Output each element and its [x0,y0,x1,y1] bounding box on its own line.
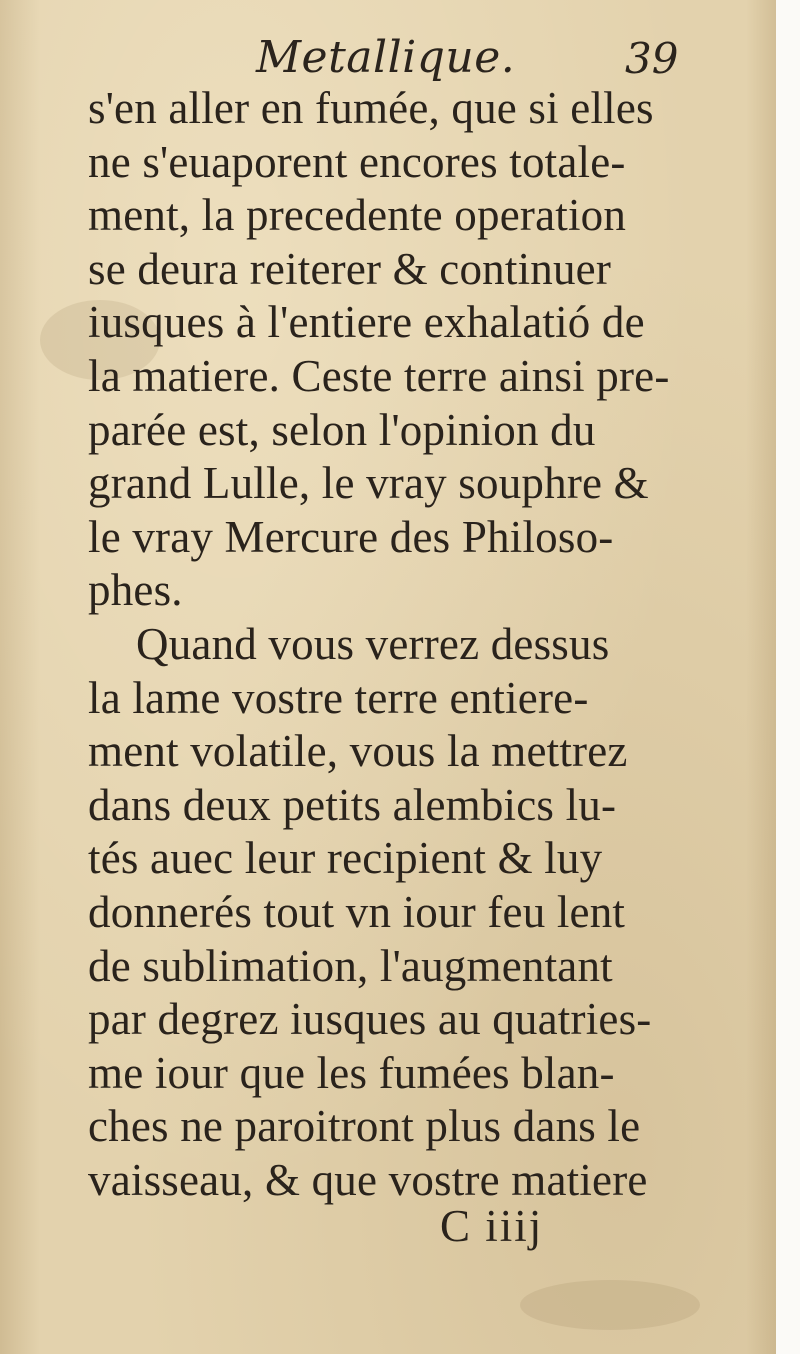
text-line: se deura reiterer & continuer [88,243,612,294]
text-line: de sublimation, l'augmentant [88,940,613,991]
text-line: me iour que les fumées blan- [88,1047,615,1098]
text-line: grand Lulle, le vray souphre & [88,458,649,509]
page-header [90,28,690,88]
text-line: ment, la precedente operation [88,190,627,241]
text-line: ne s'euaporent encores totale- [88,136,626,187]
running-title: Metallique. [256,32,516,83]
text-line: vaisseau, & que vostre matiere [88,1154,648,1205]
page-number: 39 [625,34,679,83]
signature-mark: C iiij [440,1201,544,1251]
text-line: dans deux petits alembics lu- [88,779,617,830]
paragraph-start-line: Quand vous verrez dessus [136,618,610,669]
text-line: donnerés tout vn iour feu lent [88,886,626,937]
text-line: s'en aller en fumée, que si elles [88,83,654,133]
text-line: la lame vostre terre entiere- [88,672,589,723]
text-line: parée est, selon l'opinion du [88,404,596,455]
text-line: la matiere. Ceste terre ainsi pre- [88,350,670,401]
text-line: tés auec leur recipient & luy [88,833,603,884]
text-line: le vray Mercure des Philoso- [88,511,614,562]
text-line: ment volatile, vous la mettrez [88,726,628,777]
scan-margin [776,0,800,1354]
text-line: iusques à l'entiere exhalatió de [88,297,645,348]
text-line: par degrez iusques au quatries- [88,994,652,1045]
text-line: ches ne paroitront plus dans le [88,1101,641,1152]
body-text [88,82,680,1207]
text-line: phes. [88,565,183,616]
paper-stain [520,1280,700,1330]
